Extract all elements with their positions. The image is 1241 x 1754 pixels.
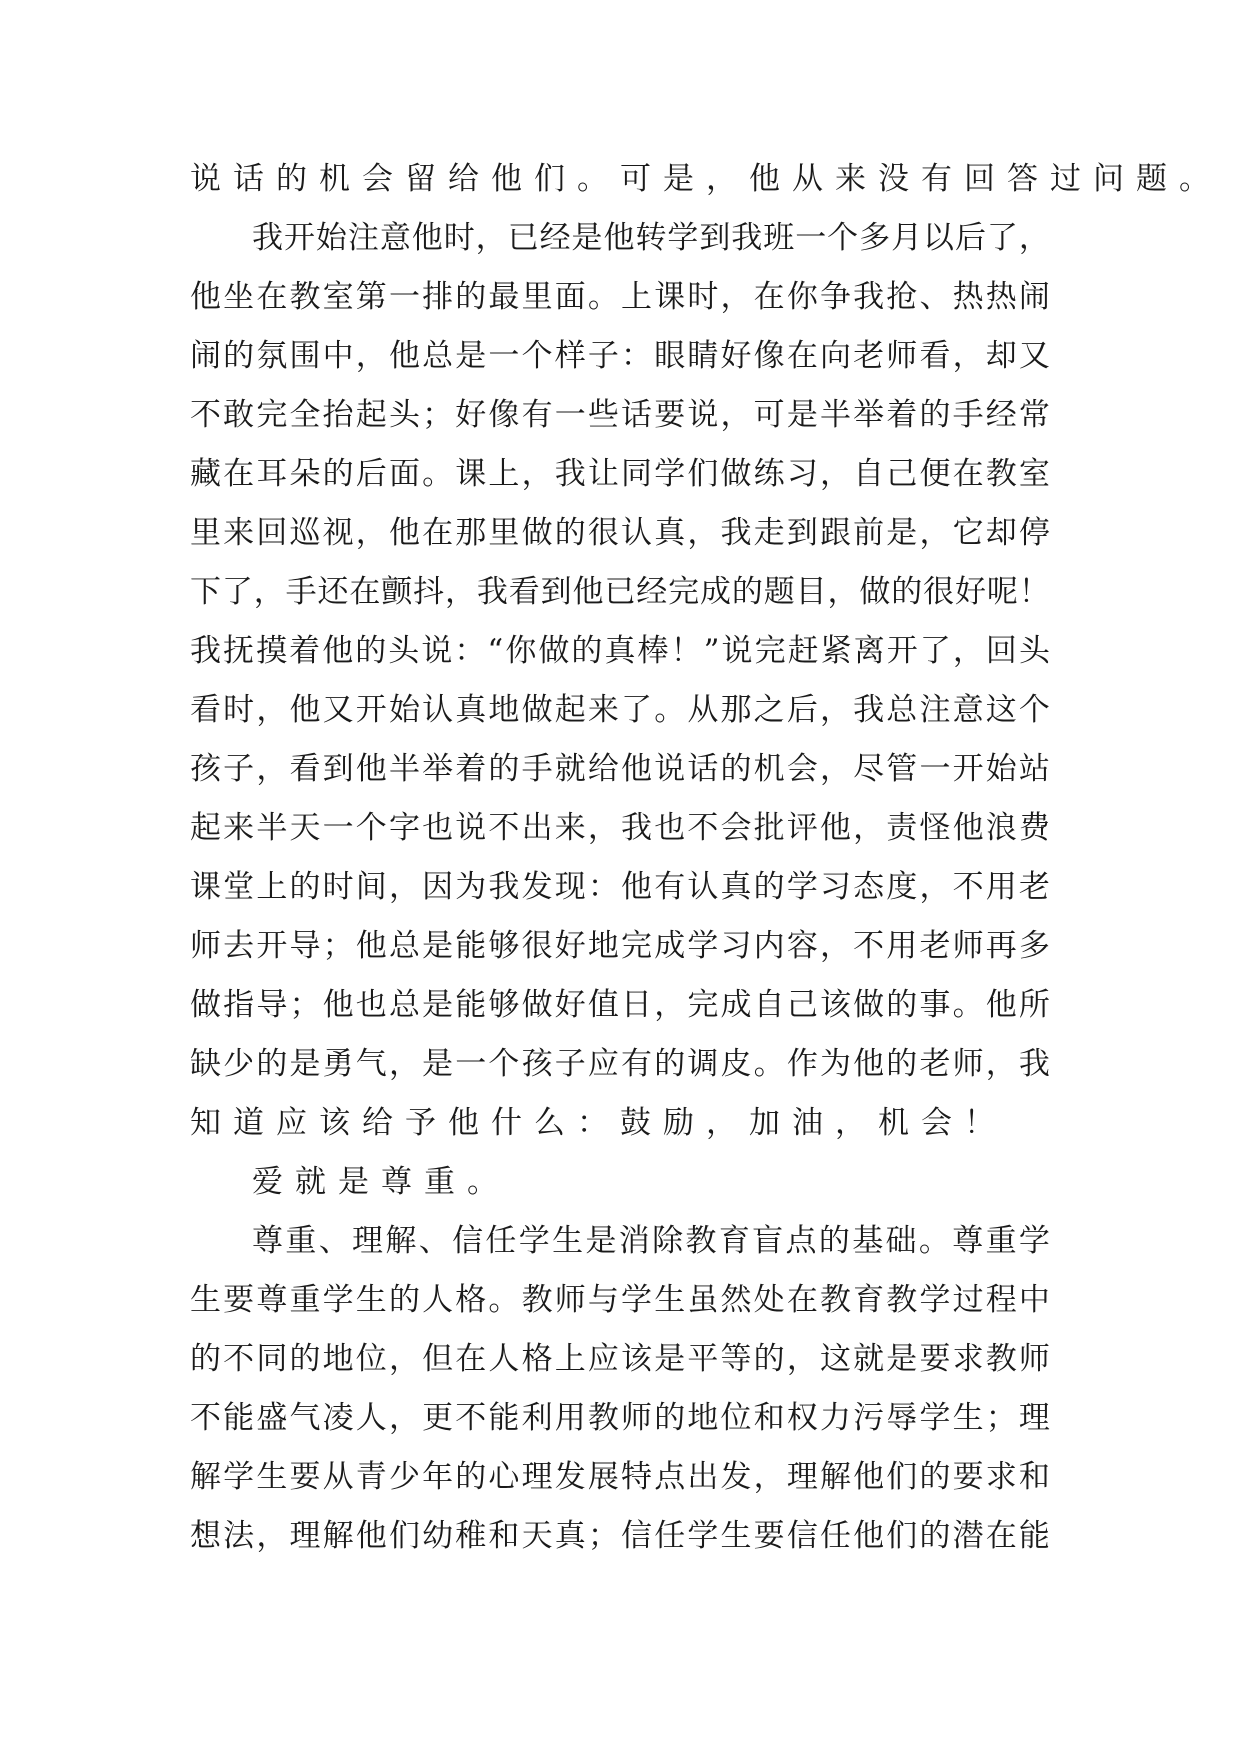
text-line-content: 下 了 ， 手 还 在 颤 抖 ， 我 看 到 他 已 经 完 成 的 题 目 ， 做 的 很 好 呢 ！ bbox=[190, 574, 1050, 610]
text-line-content: 里 来 回 巡 视 ， 他 在 那 里 做 的 很 认 真 ， 我 走 到 跟 前 是 ， 它 却 停 bbox=[190, 515, 1050, 551]
text-line bbox=[190, 858, 1050, 917]
text-line bbox=[190, 1389, 1050, 1448]
text-line-content: 闹 的 氛 围 中 ， 他 总 是 一 个 样 子 ： 眼 睛 好 像 在 向 老 师 看 ， 却 又 bbox=[190, 338, 1050, 374]
document-body bbox=[190, 150, 1222, 1566]
text-line bbox=[190, 150, 1222, 209]
text-line-content: 生 要 尊 重 学 生 的 人 格 。 教 师 与 学 生 虽 然 处 在 教 育 教 学 过 程 中 bbox=[190, 1282, 1050, 1318]
text-line-content: 我 抚 摸 着 他 的 头 说 ： “ 你 做 的 真 棒 ！ ” 说 完 赶 紧 离 开 了 ， 回 头 bbox=[190, 633, 1050, 669]
text-line bbox=[190, 563, 1050, 622]
text-line-content: 尊 重 、 理 解 、 信 任 学 生 是 消 除 教 育 盲 点 的 基 础 。 尊 重 学 bbox=[252, 1223, 1050, 1259]
text-line-content: 解 学 生 要 从 青 少 年 的 心 理 发 展 特 点 出 发 ， 理 解 他 们 的 要 求 和 bbox=[190, 1459, 1050, 1495]
text-line-content: 看 时 ， 他 又 开 始 认 真 地 做 起 来 了 。 从 那 之 后 ， 我 总 注 意 这 个 bbox=[190, 692, 1050, 728]
text-line bbox=[190, 386, 1050, 445]
text-line-content: 孩 子 ， 看 到 他 半 举 着 的 手 就 给 他 说 话 的 机 会 ， 尽 管 一 开 始 站 bbox=[190, 751, 1050, 787]
text-line bbox=[190, 681, 1050, 740]
text-line bbox=[190, 1507, 1050, 1566]
text-line-content: 爱就是尊重。 bbox=[252, 1164, 510, 1200]
text-line-content: 不 能 盛 气 凌 人 ， 更 不 能 利 用 教 师 的 地 位 和 权 力 污 辱 学 生 ； 理 bbox=[190, 1400, 1050, 1436]
text-line bbox=[190, 1448, 1050, 1507]
text-line bbox=[190, 209, 1050, 268]
text-line-content: 起 来 半 天 一 个 字 也 说 不 出 来 ， 我 也 不 会 批 评 他 ， 责 怪 他 浪 费 bbox=[190, 810, 1050, 846]
text-line bbox=[190, 268, 1050, 327]
text-line bbox=[190, 740, 1050, 799]
text-line bbox=[190, 917, 1050, 976]
text-line bbox=[190, 445, 1050, 504]
text-line bbox=[190, 327, 1050, 386]
text-line-content: 师 去 开 导 ； 他 总 是 能 够 很 好 地 完 成 学 习 内 容 ， 不 用 老 师 再 多 bbox=[190, 928, 1050, 964]
text-line bbox=[190, 1271, 1050, 1330]
text-line-content: 知道应该给予他什么：鼓励，加油，机会！ bbox=[190, 1105, 1007, 1141]
text-line-content: 的 不 同 的 地 位 ， 但 在 人 格 上 应 该 是 平 等 的 ， 这 就 是 要 求 教 师 bbox=[190, 1341, 1050, 1377]
text-line-content: 缺 少 的 是 勇 气 ， 是 一 个 孩 子 应 有 的 调 皮 。 作 为 他 的 老 师 ， 我 bbox=[190, 1046, 1050, 1082]
text-line bbox=[190, 1153, 1050, 1212]
text-line bbox=[190, 1212, 1050, 1271]
text-line-content: 课 堂 上 的 时 间 ， 因 为 我 发 现 ： 他 有 认 真 的 学 习 态 度 ， 不 用 老 bbox=[190, 869, 1050, 905]
text-line-content: 藏 在 耳 朵 的 后 面 。 课 上 ， 我 让 同 学 们 做 练 习 ， 自 己 便 在 教 室 bbox=[190, 456, 1050, 492]
text-line bbox=[190, 1094, 1050, 1153]
text-line bbox=[190, 799, 1050, 858]
text-line-content: 我 开 始 注 意 他 时 ， 已 经 是 他 转 学 到 我 班 一 个 多 月 以 后 了 ， bbox=[252, 220, 1050, 256]
text-line bbox=[190, 976, 1050, 1035]
text-line bbox=[190, 504, 1050, 563]
text-line bbox=[190, 622, 1050, 681]
text-line-content: 想 法 ， 理 解 他 们 幼 稚 和 天 真 ； 信 任 学 生 要 信 任 他 们 的 潜 在 能 bbox=[190, 1518, 1050, 1554]
text-line-content: 不 敢 完 全 抬 起 头 ； 好 像 有 一 些 话 要 说 ， 可 是 半 举 着 的 手 经 常 bbox=[190, 397, 1050, 433]
text-line-content: 说话的机会留给他们。可是，他从来没有回答过问题。 bbox=[190, 161, 1222, 197]
text-line-content: 做 指 导 ； 他 也 总 是 能 够 做 好 值 日 ， 完 成 自 己 该 做 的 事 。 他 所 bbox=[190, 987, 1050, 1023]
text-line-content: 他 坐 在 教 室 第 一 排 的 最 里 面 。 上 课 时 ， 在 你 争 我 抢 、 热 热 闹 bbox=[190, 279, 1050, 315]
text-line bbox=[190, 1330, 1050, 1389]
text-line bbox=[190, 1035, 1050, 1094]
